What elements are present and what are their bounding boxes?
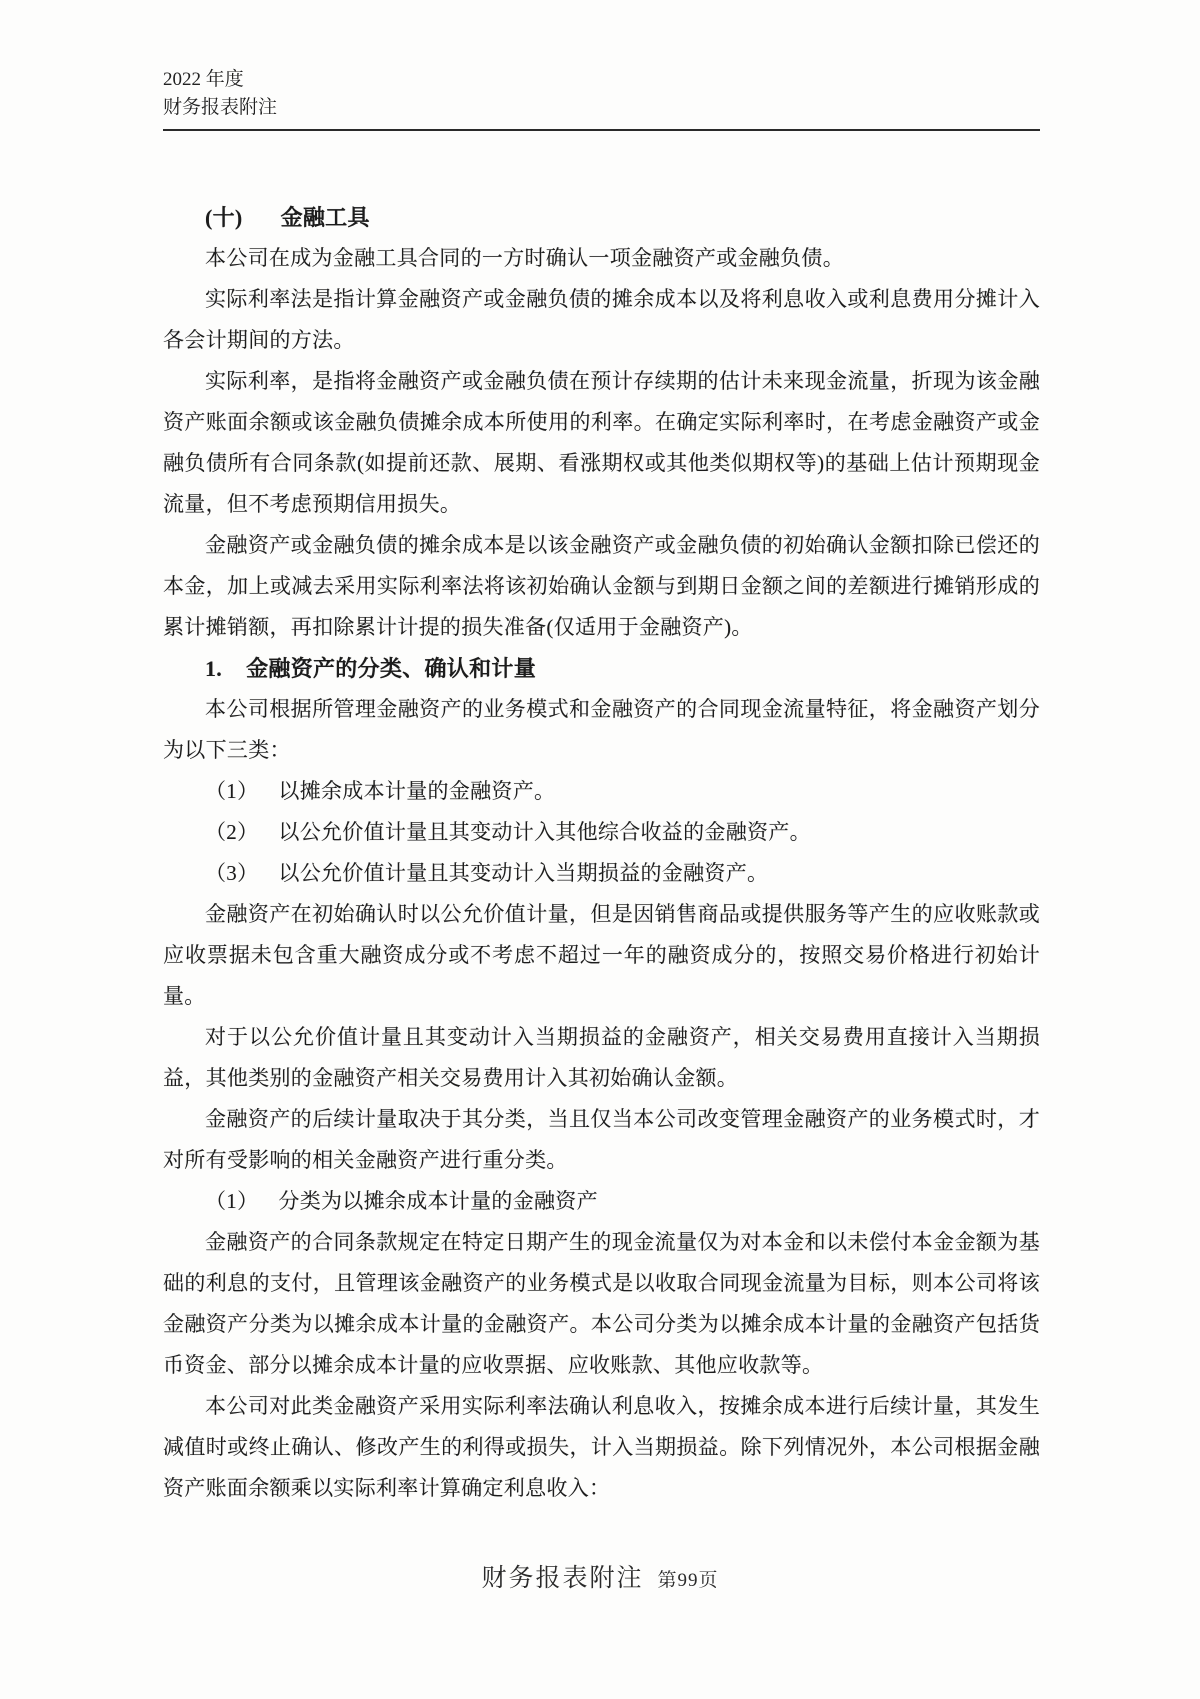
header-year-line: 2022 年度 (163, 69, 244, 90)
subsection-title: 金融资产的分类、确认和计量 (246, 656, 537, 681)
paragraph-interest-income: 本公司对此类金融资产采用实际利率法确认利息收入，按摊余成本进行后续计量，其发生减值时或终止确认、修改产生的利得或损失，计入当期损益。除下列情况外，本公司根据金融资产账面余额乘以实际利率计算确定利息收入： (163, 1394, 1040, 1500)
section-number: (十) (205, 205, 243, 230)
subsection-number: 1. (205, 656, 223, 681)
paragraph-amortized-cost-criteria: 金融资产的合同条款规定在特定日期产生的现金流量仅为对本金和以未偿付本金金额为基础的利息的支付，且管理该金融资产的业务模式是以收取合同现金流量为目标，则本公司将该金融资产分类为以摊余成本计量的金融资产。本公司分类为以摊余成本计量的金融资产包括货币资金、部分以摊余成本计量的应收票据、应收账款、其他应收款等。 (163, 1230, 1040, 1377)
paragraph-subsequent-measurement: 金融资产的后续计量取决于其分类，当且仅当本公司改变管理金融资产的业务模式时，才对所有受影响的相关金融资产进行重分类。 (163, 1107, 1040, 1172)
paragraph-amortized-cost-definition: 金融资产或金融负债的摊余成本是以该金融资产或金融负债的初始确认金额扣除已偿还的本金，加上或减去采用实际利率法将该初始确认金额与到期日金额之间的差额进行摊销形成的累计摊销额，再扣除累计计提的损失准备(仅适用于金融资产)。 (163, 533, 1040, 639)
list-item-text: 以公允价值计量且其变动计入其他综合收益的金融资产。 (278, 820, 811, 844)
paragraph-recognition: 本公司在成为金融工具合同的一方时确认一项金融资产或金融负债。 (205, 246, 844, 270)
paragraph-effective-interest-rate: 实际利率，是指将金融资产或金融负债在预计存续期的估计未来现金流量，折现为该金融资产账面余额或该金融负债摊余成本所使用的利率。在确定实际利率时，在考虑金融资产或金融负债所有合同条款(如提前还款、展期、看涨期权或其他类似期权等)的基础上估计预期现金流量，但不考虑预期信用损失。 (163, 369, 1040, 516)
sub-item-heading (163, 1181, 1040, 1222)
list-item-label: （2） (205, 820, 259, 844)
sub-item-title: 分类为以摊余成本计量的金融资产 (278, 1189, 598, 1213)
list-item (163, 812, 1040, 853)
list-item (163, 853, 1040, 894)
page-header (163, 66, 1040, 131)
subsection-heading (163, 648, 1040, 689)
page-footer (0, 1558, 1200, 1594)
section-title: 金融工具 (280, 205, 370, 230)
list-item-label: （1） (205, 779, 259, 803)
list-item-text: 以公允价值计量且其变动计入当期损益的金融资产。 (278, 861, 769, 885)
paragraph-initial-measurement: 金融资产在初始确认时以公允价值计量，但是因销售商品或提供服务等产生的应收账款或应收票据未包含重大融资成分或不考虑不超过一年的融资成分的，按照交易价格进行初始计量。 (163, 902, 1040, 1008)
sub-item-label: （1） (205, 1189, 259, 1213)
header-title-line: 财务报表附注 (163, 97, 278, 118)
paragraph-classification-lead: 本公司根据所管理金融资产的业务模式和金融资产的合同现金流量特征，将金融资产划分为以下三类： (163, 697, 1040, 762)
footer-page-number: 第99页 (657, 1570, 719, 1591)
paragraph-transaction-costs: 对于以公允价值计量且其变动计入当期损益的金融资产，相关交易费用直接计入当期损益，其他类别的金融资产相关交易费用计入其初始确认金额。 (163, 1025, 1040, 1090)
footer-title: 财务报表附注 (481, 1565, 644, 1592)
list-item-text: 以摊余成本计量的金融资产。 (278, 779, 556, 803)
list-item-label: （3） (205, 861, 259, 885)
document-body (163, 197, 1040, 1509)
section-heading (163, 197, 1040, 238)
paragraph-effective-interest-method: 实际利率法是指计算金融资产或金融负债的摊余成本以及将利息收入或利息费用分摊计入各会计期间的方法。 (163, 287, 1040, 352)
list-item (163, 771, 1040, 812)
